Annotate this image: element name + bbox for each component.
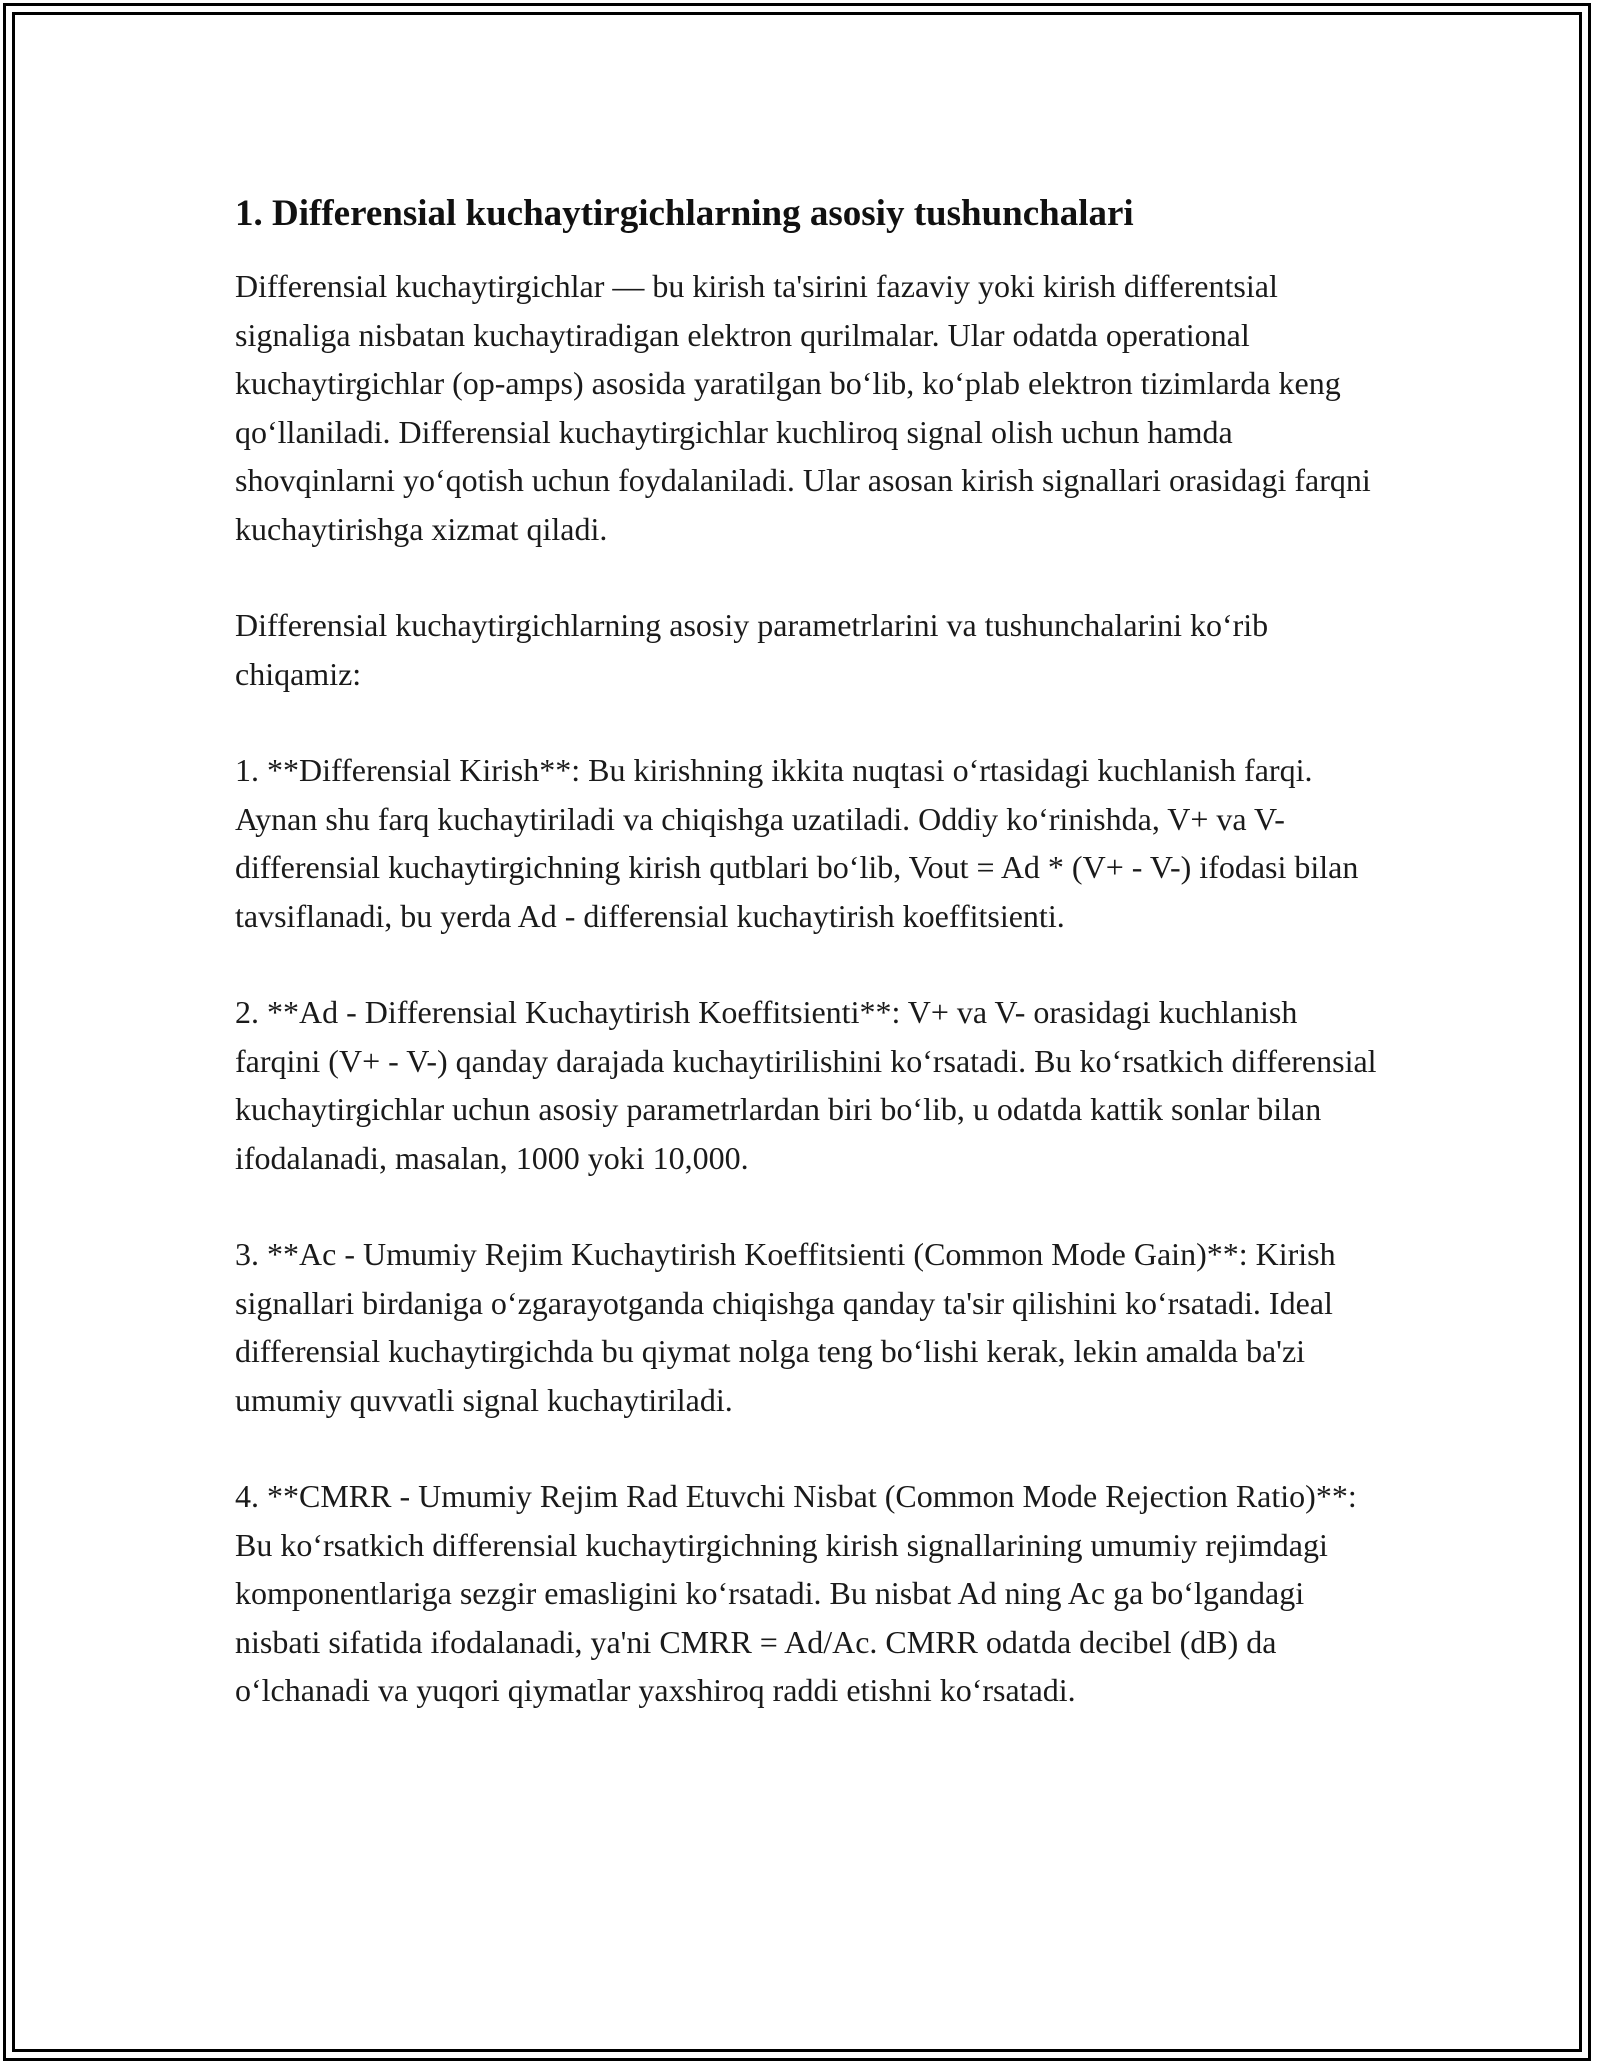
list-item-differential-gain: 2. **Ad - Differensial Kuchaytirish Koeffitsienti**: V+ va V- orasidagi kuchlanish farqini (V+ - V-) qanday darajada kuchaytirilishini ko‘rsatadi. Bu ko‘rsatkich differensial kuchaytirgichlar uchun asosiy parametrlardan biri bo‘lib, u odatda kattik sonlar bilan ifodalanadi, masalan, 1000 yoki 10,000. — [235, 994, 1377, 1176]
overview-paragraph: Differensial kuchaytirgichlarning asosiy parametrlarini va tushunchalarini ko‘rib chiqamiz: — [235, 607, 1269, 692]
list-item-common-mode-gain: 3. **Ac - Umumiy Rejim Kuchaytirish Koeffitsienti (Common Mode Gain)**: Kirish signallari birdaniga o‘zgarayotganda chiqishga qanday ta'sir qilishini ko‘rsatadi. Ideal differensial kuchaytirgichda bu qiymat nolga teng bo‘lishi kerak, lekin amalda ba'zi umumiy quvvatli signal kuchaytiriladi. — [235, 1236, 1336, 1418]
list-item-cmrr: 4. **CMRR - Umumiy Rejim Rad Etuvchi Nisbat (Common Mode Rejection Ratio)**: Bu ko‘rsatkich differensial kuchaytirgichning kirish signallarining umumiy rejimdagi komponentlariga sezgir emasligini ko‘rsatadi. Bu nisbat Ad ning Ac ga bo‘lgandagi nisbati sifatida ifodalanadi, ya'ni CMRR = Ad/Ac. CMRR odatda decibel (dB) da o‘lchanadi va yuqori qiymatlar yaxshiroq raddi etishni ko‘rsatadi. — [235, 1478, 1357, 1708]
list-item-differential-input: 1. **Differensial Kirish**: Bu kirishning ikkita nuqtasi o‘rtasidagi kuchlanish farqi. Aynan shu farq kuchaytiriladi va chiqishga uzatiladi. Oddiy ko‘rinishda, V+ va V- differensial kuchaytirgichning kirish qutblari bo‘lib, Vout = Ad * (V+ - V-) ifodasi bilan tavsiflanadi, bu yerda Ad - differensial kuchaytirish koeffitsienti. — [235, 752, 1359, 934]
document-body — [235, 188, 1390, 1715]
intro-paragraph: Differensial kuchaytirgichlar — bu kirish ta'sirini fazaviy yoki kirish differentsial signaliga nisbatan kuchaytiradigan elektron qurilmalar. Ular odatda operational kuchaytirgichlar (op-amps) asosida yaratilgan bo‘lib, ko‘plab elektron tizimlarda keng qo‘llaniladi. Differensial kuchaytirgichlar kuchliroq signal olish uchun hamda shovqinlarni yo‘qotish uchun foydalaniladi. Ular asosan kirish signallari orasidagi farqni kuchaytirishga xizmat qiladi. — [235, 268, 1371, 547]
section-heading: 1. Differensial kuchaytirgichlarning asosiy tushunchalari — [235, 193, 1134, 234]
